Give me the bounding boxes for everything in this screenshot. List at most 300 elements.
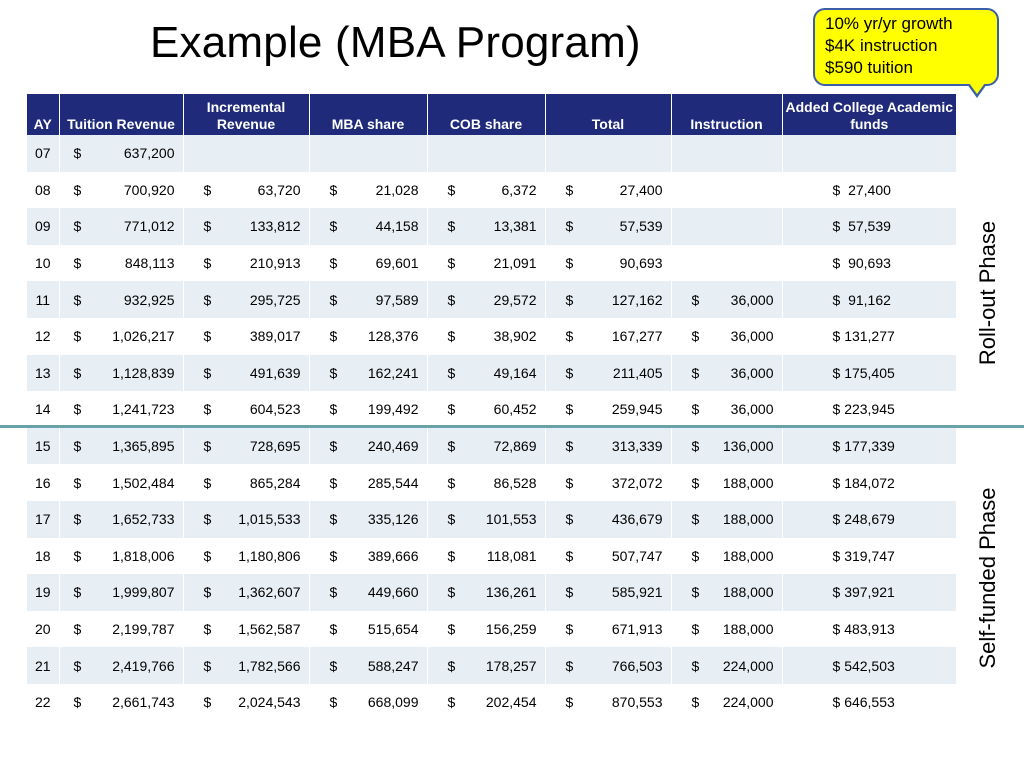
table-row (27, 135, 956, 172)
table-row (27, 172, 956, 209)
currency-symbol: $ (329, 474, 338, 491)
table-cell (545, 684, 671, 721)
table-cell (183, 135, 309, 172)
table-cell (183, 318, 309, 355)
cell-value: 57,539 (848, 218, 891, 235)
table-cell (545, 647, 671, 684)
currency-symbol: $ (447, 621, 456, 638)
currency-symbol: $ (73, 181, 82, 198)
table-cell (59, 208, 183, 245)
cell-value: 86,528 (493, 474, 537, 491)
cell-value: 211,405 (612, 364, 663, 381)
currency-symbol: $ (329, 584, 338, 601)
cell-value: 202,454 (485, 694, 537, 711)
currency-symbol: $ (565, 511, 574, 528)
table-row (27, 281, 956, 318)
cell-value: 285,544 (367, 474, 419, 491)
table-cell: 20 (27, 611, 59, 648)
currency-symbol: $ (832, 657, 841, 674)
currency-symbol: $ (203, 401, 212, 418)
cell-value: 449,660 (367, 584, 419, 601)
table-cell (59, 355, 183, 392)
table-cell (671, 538, 782, 575)
cell-value: 1,818,006 (112, 547, 175, 564)
cell-value: 1,365,895 (112, 438, 175, 455)
currency-symbol: $ (691, 657, 700, 674)
table-cell (545, 391, 671, 428)
callout-tail-fill (969, 83, 985, 94)
currency-symbol: $ (832, 291, 841, 308)
currency-symbol: $ (565, 694, 574, 711)
currency-symbol: $ (565, 584, 574, 601)
table-cell (183, 355, 309, 392)
table-cell (59, 135, 183, 172)
currency-symbol: $ (203, 438, 212, 455)
currency-symbol: $ (329, 621, 338, 638)
table-cell (782, 355, 956, 392)
cell-value: 259,945 (611, 401, 663, 418)
currency-symbol: $ (329, 181, 338, 198)
currency-symbol: $ (203, 218, 212, 235)
column-header: COB share (427, 94, 545, 135)
cell-value: 1,026,217 (112, 328, 175, 345)
cell-value: 27,400 (619, 181, 663, 198)
table-cell (183, 391, 309, 428)
cell-value: 223,945 (844, 401, 895, 418)
table-cell (183, 538, 309, 575)
slide-title: Example (MBA Program) (150, 18, 641, 67)
currency-symbol: $ (329, 401, 338, 418)
cell-value: 507,747 (611, 547, 663, 564)
table-cell (183, 245, 309, 282)
table-cell (59, 428, 183, 465)
currency-symbol: $ (832, 255, 841, 272)
table-cell (309, 318, 427, 355)
cell-value: 865,284 (249, 474, 301, 491)
currency-symbol: $ (565, 291, 574, 308)
table-cell: 22 (27, 684, 59, 721)
table-row (27, 428, 956, 465)
cell-value: 389,017 (249, 328, 301, 345)
cell-value: 700,920 (123, 181, 175, 198)
table-cell (427, 684, 545, 721)
cell-value: 72,869 (493, 438, 537, 455)
rollout-phase-label: Roll-out Phase (975, 220, 1000, 366)
table-row (27, 208, 956, 245)
currency-symbol: $ (73, 438, 82, 455)
table-cell (183, 428, 309, 465)
assumptions-callout (813, 8, 999, 86)
cell-value: 178,257 (485, 657, 537, 674)
cell-value: 136,000 (722, 438, 774, 455)
cell-value: 932,925 (123, 291, 175, 308)
table-cell (427, 135, 545, 172)
currency-symbol: $ (447, 364, 456, 381)
currency-symbol: $ (691, 511, 700, 528)
cell-value: 36,000 (730, 328, 774, 345)
currency-symbol: $ (691, 694, 700, 711)
currency-symbol: $ (832, 584, 841, 601)
table-cell: 17 (27, 501, 59, 538)
currency-symbol: $ (329, 364, 338, 381)
currency-symbol: $ (565, 474, 574, 491)
currency-symbol: $ (73, 694, 82, 711)
currency-symbol: $ (565, 328, 574, 345)
table-cell (427, 281, 545, 318)
table-cell (427, 318, 545, 355)
cell-value: 1,015,533 (238, 511, 301, 528)
table-row (27, 501, 956, 538)
currency-symbol: $ (203, 291, 212, 308)
cell-value: 319,747 (844, 547, 895, 564)
cell-value: 848,113 (124, 255, 175, 272)
currency-symbol: $ (832, 364, 841, 381)
table-cell (671, 318, 782, 355)
currency-symbol: $ (447, 547, 456, 564)
cell-value: 2,024,543 (238, 694, 301, 711)
table-cell (782, 281, 956, 318)
currency-symbol: $ (832, 694, 841, 711)
table-cell (183, 611, 309, 648)
cell-value: 44,158 (375, 218, 419, 235)
table-cell (59, 574, 183, 611)
table-cell (427, 428, 545, 465)
table-cell (183, 501, 309, 538)
table-cell (782, 464, 956, 501)
cell-value: 127,162 (611, 291, 663, 308)
table-cell (59, 281, 183, 318)
cell-value: 136,261 (485, 584, 537, 601)
cell-value: 766,503 (611, 657, 663, 674)
cell-value: 184,072 (844, 474, 895, 491)
table-cell (59, 501, 183, 538)
currency-symbol: $ (565, 657, 574, 674)
table-cell (183, 172, 309, 209)
cell-value: 542,503 (844, 657, 895, 674)
phase-divider-line (0, 425, 1024, 428)
cell-value: 1,180,806 (238, 547, 301, 564)
currency-symbol: $ (832, 438, 841, 455)
currency-symbol: $ (691, 584, 700, 601)
table-cell (309, 355, 427, 392)
table-cell (782, 208, 956, 245)
currency-symbol: $ (329, 511, 338, 528)
currency-symbol: $ (329, 547, 338, 564)
currency-symbol: $ (73, 584, 82, 601)
table-cell (309, 574, 427, 611)
cell-value: 224,000 (722, 657, 774, 674)
currency-symbol: $ (73, 511, 82, 528)
table-cell: 10 (27, 245, 59, 282)
currency-symbol: $ (565, 438, 574, 455)
currency-symbol: $ (329, 657, 338, 674)
table-cell (782, 611, 956, 648)
table-cell (59, 391, 183, 428)
table-row (27, 611, 956, 648)
currency-symbol: $ (73, 474, 82, 491)
currency-symbol: $ (447, 438, 456, 455)
table-cell (671, 501, 782, 538)
table-cell: 18 (27, 538, 59, 575)
table-cell: 21 (27, 647, 59, 684)
table-cell (427, 574, 545, 611)
column-header: AY (27, 94, 59, 135)
mba-revenue-table (27, 94, 956, 721)
currency-symbol: $ (691, 401, 700, 418)
table-cell (671, 355, 782, 392)
table-cell (427, 355, 545, 392)
cell-value: 1,562,587 (238, 621, 301, 638)
cell-value: 36,000 (730, 364, 774, 381)
cell-value: 771,012 (123, 218, 175, 235)
currency-symbol: $ (447, 181, 456, 198)
table-cell (309, 538, 427, 575)
cell-value: 38,902 (493, 328, 537, 345)
table-cell (545, 135, 671, 172)
selffunded-phase-label: Self-funded Phase (975, 487, 1000, 669)
table-cell (427, 391, 545, 428)
table-cell: 13 (27, 355, 59, 392)
cell-value: 224,000 (722, 694, 774, 711)
cell-value: 515,654 (367, 621, 419, 638)
cell-value: 668,099 (367, 694, 419, 711)
table-cell (183, 574, 309, 611)
currency-symbol: $ (73, 657, 82, 674)
column-header: Incremental Revenue (183, 94, 309, 135)
table-cell (782, 647, 956, 684)
currency-symbol: $ (691, 328, 700, 345)
currency-symbol: $ (203, 584, 212, 601)
table-cell (671, 684, 782, 721)
currency-symbol: $ (73, 291, 82, 308)
table-cell (59, 318, 183, 355)
table-cell (309, 428, 427, 465)
table-row (27, 318, 956, 355)
table-row (27, 391, 956, 428)
currency-symbol: $ (203, 328, 212, 345)
table-cell (782, 538, 956, 575)
table-cell (309, 172, 427, 209)
cell-value: 199,492 (367, 401, 419, 418)
table-cell (782, 135, 956, 172)
table-cell (782, 684, 956, 721)
table-cell (671, 245, 782, 282)
table-cell (671, 464, 782, 501)
table-cell (59, 647, 183, 684)
cell-value: 1,128,839 (112, 364, 175, 381)
cell-value: 1,999,807 (112, 584, 175, 601)
currency-symbol: $ (447, 255, 456, 272)
table-cell (545, 574, 671, 611)
column-header: MBA share (309, 94, 427, 135)
table-cell (671, 281, 782, 318)
column-header: Added College Academic funds (782, 94, 956, 135)
table-cell (782, 428, 956, 465)
column-header: Instruction (671, 94, 782, 135)
table-cell (545, 464, 671, 501)
cell-value: 188,000 (722, 621, 774, 638)
table-cell (782, 501, 956, 538)
currency-symbol: $ (832, 328, 841, 345)
cell-value: 49,164 (493, 364, 537, 381)
cell-value: 313,339 (611, 438, 663, 455)
cell-value: 188,000 (722, 584, 774, 601)
cell-value: 162,241 (367, 364, 419, 381)
currency-symbol: $ (203, 547, 212, 564)
table-cell (59, 245, 183, 282)
cell-value: 175,405 (844, 364, 895, 381)
table-cell (183, 464, 309, 501)
table-cell (427, 501, 545, 538)
table-cell (59, 684, 183, 721)
cell-value: 637,200 (123, 145, 175, 162)
cell-value: 60,452 (493, 401, 537, 418)
currency-symbol: $ (73, 364, 82, 381)
table-cell (545, 245, 671, 282)
cell-value: 397,921 (844, 584, 895, 601)
cell-value: 27,400 (848, 181, 891, 198)
table-cell (183, 281, 309, 318)
cell-value: 133,812 (249, 218, 301, 235)
cell-value: 13,381 (493, 218, 537, 235)
cell-value: 240,469 (367, 438, 419, 455)
table-cell: 07 (27, 135, 59, 172)
table-cell (545, 172, 671, 209)
currency-symbol: $ (203, 694, 212, 711)
cell-value: 585,921 (611, 584, 663, 601)
table-cell (309, 611, 427, 648)
cell-value: 36,000 (730, 291, 774, 308)
cell-value: 1,652,733 (112, 511, 175, 528)
cell-value: 1,782,566 (238, 657, 301, 674)
cell-value: 2,661,743 (112, 694, 175, 711)
table-cell (309, 281, 427, 318)
currency-symbol: $ (447, 474, 456, 491)
table-cell (782, 391, 956, 428)
currency-symbol: $ (832, 621, 841, 638)
table-cell: 15 (27, 428, 59, 465)
currency-symbol: $ (73, 255, 82, 272)
cell-value: 188,000 (722, 474, 774, 491)
cell-value: 2,419,766 (112, 657, 175, 674)
cell-value: 1,502,484 (112, 474, 175, 491)
cell-value: 646,553 (844, 694, 895, 711)
table-cell (309, 684, 427, 721)
cell-value: 29,572 (493, 291, 537, 308)
table-cell: 11 (27, 281, 59, 318)
cell-value: 248,679 (844, 511, 895, 528)
table-cell (309, 135, 427, 172)
currency-symbol: $ (832, 547, 841, 564)
currency-symbol: $ (691, 547, 700, 564)
column-header: Total (545, 94, 671, 135)
cell-value: 57,539 (619, 218, 663, 235)
table-row (27, 245, 956, 282)
table-cell (309, 208, 427, 245)
table-row (27, 574, 956, 611)
currency-symbol: $ (73, 547, 82, 564)
currency-symbol: $ (832, 181, 841, 198)
callout-line-growth: 10% yr/yr growth (825, 14, 953, 33)
cell-value: 36,000 (730, 401, 774, 418)
cell-value: 728,695 (249, 438, 301, 455)
cell-value: 210,913 (249, 255, 301, 272)
table-cell: 09 (27, 208, 59, 245)
cell-value: 97,589 (375, 291, 419, 308)
table-row (27, 538, 956, 575)
table-row (27, 647, 956, 684)
table-cell (59, 172, 183, 209)
cell-value: 63,720 (257, 181, 301, 198)
cell-value: 491,639 (249, 364, 301, 381)
currency-symbol: $ (73, 328, 82, 345)
table-cell (427, 647, 545, 684)
cell-value: 389,666 (367, 547, 419, 564)
table-cell (545, 208, 671, 245)
table-cell (59, 611, 183, 648)
currency-symbol: $ (329, 291, 338, 308)
cell-value: 131,277 (844, 328, 895, 345)
currency-symbol: $ (832, 401, 841, 418)
callout-line-tuition: $590 tuition (825, 58, 913, 77)
currency-symbol: $ (203, 657, 212, 674)
table-cell (59, 464, 183, 501)
table-row (27, 464, 956, 501)
currency-symbol: $ (203, 364, 212, 381)
currency-symbol: $ (329, 218, 338, 235)
currency-symbol: $ (73, 621, 82, 638)
table-cell (183, 684, 309, 721)
table-cell (782, 574, 956, 611)
cell-value: 436,679 (611, 511, 663, 528)
table-cell (309, 464, 427, 501)
currency-symbol: $ (203, 511, 212, 528)
cell-value: 128,376 (367, 328, 419, 345)
cell-value: 156,259 (485, 621, 537, 638)
column-header: Tuition Revenue (59, 94, 183, 135)
currency-symbol: $ (203, 255, 212, 272)
currency-symbol: $ (691, 474, 700, 491)
currency-symbol: $ (73, 401, 82, 418)
cell-value: 483,913 (844, 621, 895, 638)
currency-symbol: $ (447, 584, 456, 601)
cell-value: 167,277 (611, 328, 663, 345)
table-cell (309, 647, 427, 684)
currency-symbol: $ (329, 255, 338, 272)
cell-value: 295,725 (249, 291, 301, 308)
currency-symbol: $ (832, 218, 841, 235)
table-cell (782, 245, 956, 282)
table-cell (427, 611, 545, 648)
currency-symbol: $ (565, 547, 574, 564)
table-cell (671, 574, 782, 611)
table-cell (545, 501, 671, 538)
table-cell (183, 647, 309, 684)
table-cell (545, 538, 671, 575)
currency-symbol: $ (565, 401, 574, 418)
table-cell (782, 172, 956, 209)
cell-value: 335,126 (367, 511, 419, 528)
currency-symbol: $ (329, 694, 338, 711)
table-cell: 12 (27, 318, 59, 355)
callout-line-instruction: $4K instruction (825, 36, 938, 55)
table-cell: 19 (27, 574, 59, 611)
currency-symbol: $ (447, 218, 456, 235)
currency-symbol: $ (691, 438, 700, 455)
cell-value: 604,523 (249, 401, 301, 418)
cell-value: 372,072 (611, 474, 663, 491)
cell-value: 118,081 (486, 547, 537, 564)
